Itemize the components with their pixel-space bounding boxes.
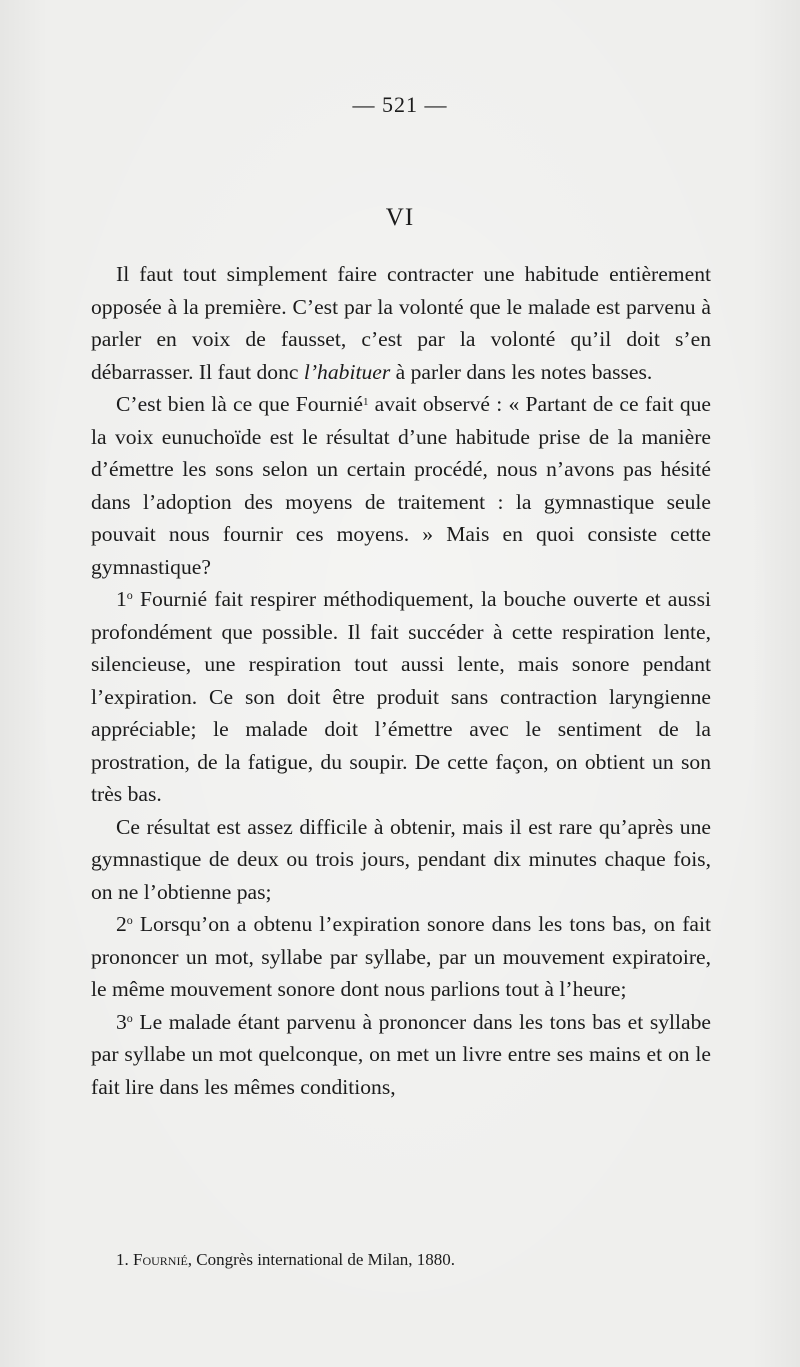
body-text [91,258,711,1103]
step-1-number: 1 [116,587,127,611]
paragraph-5 [91,908,711,1006]
paragraph-4-text: Ce résultat est assez difficile à obtenir, mais il est rare qu’après une gymnastique de deux ou trois jours, pendant dix minutes chaque fois, on ne l’obtienne pas; [91,814,711,904]
footnote-text: , Congrès international de Milan, 1880. [187,1250,456,1269]
step-3-text: Le malade étant parvenu à prononcer dans les tons bas et syllabe par syllabe un mot quelconque, on met un livre entre ses mains et on le fait lire dans les mêmes conditions, [91,1009,711,1099]
step-3-number: 3 [116,1009,127,1034]
paragraph-3 [91,583,711,811]
paragraph-1 [91,258,711,388]
paragraph-2-lead: C’est bien là ce que Fournié [116,392,363,416]
footnote [91,1250,711,1270]
page-number: — 521 — [352,92,448,117]
paragraph-1-emphasis: l’habituer [303,359,391,384]
paragraph-2 [91,388,711,583]
footnote-author: Fournié [133,1250,188,1269]
paragraph-1-tail: à parler dans les notes basses. [390,359,653,384]
step-1-ordinal: o [126,588,133,602]
footnote-marker: 1. [116,1250,129,1269]
paragraph-4 [91,811,711,909]
footnote-reference: 1 [362,396,369,408]
paragraph-2-text: avait observé : « Partant de ce fait que la voix eunuchoïde est le résultat d’une habitude prise de la manière d’émettre les sons selon un certain procédé, nous n’avons pas hésité dans l’adoption des moyens de traitement : la gymnastique seule pouvait nous fournir ces moyens. » Mais en quoi consiste cette gymnastique? [91,392,711,579]
chapter-heading: VI [385,204,415,231]
step-2-ordinal: o [126,913,133,927]
step-2-number: 2 [116,912,127,936]
paragraph-6 [91,1006,711,1104]
step-3-ordinal: o [126,1010,133,1025]
step-1-text: Fournié fait respirer méthodiquement, la bouche ouverte et aussi profondément que possible. Il fait succéder à cette respiration lente, silencieuse, une respiration tout aussi lente, mais sonore pendant l’expiration. Ce son doit être produit sans contraction laryngienne appréciable; le malade doit l’émettre avec le sentiment de la prostration, de la fatigue, du soupir. De cette façon, on obtient un son très bas. [91,587,711,806]
paragraph-1-text: Il faut tout simplement faire contracter une habitude entièrement opposée à la première. C’est par la volonté que le malade est parvenu à parler en voix de fausset, c’est par la volonté qu’il doit s’en débarrasser. Il faut donc [91,262,711,384]
step-2-text: Lorsqu’on a obtenu l’expiration sonore dans les tons bas, on fait prononcer un mot, syllabe par syllabe, par un mouvement expiratoire, le même mouvement sonore dont nous parlions tout à l’heure; [91,912,711,1001]
